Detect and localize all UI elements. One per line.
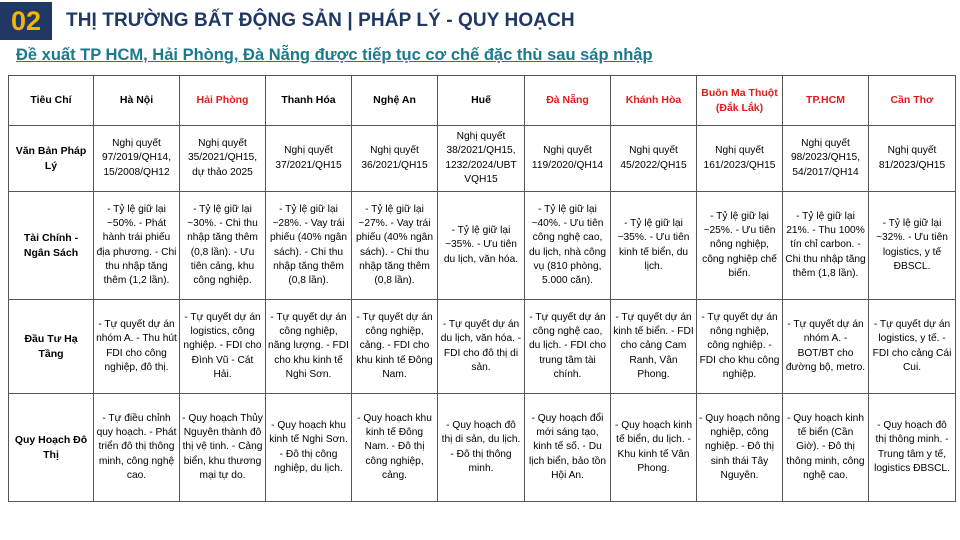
- table-cell: Nghị quyết 35/2021/QH15, dự thảo 2025: [180, 126, 266, 192]
- table-cell: Nghị quyết 161/2023/QH15: [697, 126, 783, 192]
- table-cell: - Tự quyết dự án nông nghiệp, công nghiệp. - FDI cho khu công nghiệp.: [697, 300, 783, 394]
- column-header: TP.HCM: [783, 76, 869, 126]
- table-cell: - Tự điều chỉnh quy hoạch. - Phát triển đô thị thông minh, công nghệ cao.: [94, 394, 180, 502]
- table-cell: Nghị quyết 81/2023/QH15: [869, 126, 956, 192]
- table-cell: - Tự quyết dự án công nghệ cao, du lịch. - FDI cho trung tâm tài chính.: [525, 300, 611, 394]
- table-cell: - Tự quyết dự án logistics, y tế. - FDI cho cảng Cái Cui.: [869, 300, 956, 394]
- table-cell: - Quy hoạch đô thị di sản, du lịch. - Đô thị thông minh.: [438, 394, 525, 502]
- table-cell: Nghị quyết 97/2019/QH14, 15/2008/QH12: [94, 126, 180, 192]
- column-header: Khánh Hòa: [611, 76, 697, 126]
- table-cell: - Tỷ lệ giữ lại ~30%. - Chi thu nhập tăng thêm (0,8 lần). - Ưu tiên cảng, khu công nghiệp.: [180, 192, 266, 300]
- table-cell: - Quy hoạch kinh tế biển (Cần Giờ). - Đô thị thông minh, công nghệ cao.: [783, 394, 869, 502]
- table-cell: - Quy hoạch Thủy Nguyên thành đô thị vệ tinh. - Cảng biển, khu thương mại tự do.: [180, 394, 266, 502]
- table-cell: - Quy hoạch nông nghiệp, công nghiệp. - Đô thị sinh thái Tây Nguyên.: [697, 394, 783, 502]
- table-cell: - Tỷ lệ giữ lại ~28%. - Vay trái phiếu (40% ngân sách). - Chi thu nhập tăng thêm (0,8 lần).: [266, 192, 352, 300]
- table-cell: - Tự quyết dự án nhóm A. - Thu hút FDI cho công nghiệp, đô thị.: [94, 300, 180, 394]
- table-cell: - Quy hoạch khu kinh tế Nghi Sơn. - Đô thị công nghiệp, du lịch.: [266, 394, 352, 502]
- row-label: Tài Chính - Ngân Sách: [9, 192, 94, 300]
- column-header: Thanh Hóa: [266, 76, 352, 126]
- column-header: Hải Phòng: [180, 76, 266, 126]
- row-label: Quy Hoạch Đô Thị: [9, 394, 94, 502]
- column-header: Nghệ An: [352, 76, 438, 126]
- table-cell: - Quy hoạch đô thị thông minh. - Trung tâm y tế, logistics ĐBSCL.: [869, 394, 956, 502]
- table-cell: - Tự quyết dự án công nghiệp, cảng. - FDI cho khu kinh tế Đông Nam.: [352, 300, 438, 394]
- row-label: Văn Bản Pháp Lý: [9, 126, 94, 192]
- table-cell: - Tỷ lệ giữ lại 21%. - Thu 100% tín chỉ carbon. - Chi thu nhập tăng thêm (1,8 lần).: [783, 192, 869, 300]
- table-row: [9, 394, 956, 502]
- table-cell: - Quy hoạch kinh tế biển, du lịch. - Khu kinh tế Vân Phong.: [611, 394, 697, 502]
- table-row: [9, 300, 956, 394]
- table-header-row: [9, 76, 956, 126]
- article-subtitle-link[interactable]: Đề xuất TP HCM, Hải Phòng, Đà Nẵng được tiếp tục cơ chế đặc thù sau sáp nhập: [16, 46, 653, 64]
- table-cell: Nghị quyết 98/2023/QH15, 54/2017/QH14: [783, 126, 869, 192]
- column-header: Buôn Ma Thuột (Đắk Lắk): [697, 76, 783, 126]
- comparison-table: [8, 75, 956, 502]
- table-cell: Nghị quyết 119/2020/QH14: [525, 126, 611, 192]
- table-cell: - Tỷ lệ giữ lại ~25%. - Ưu tiên nông nghiệp, công nghiệp chế biến.: [697, 192, 783, 300]
- table-cell: - Tỷ lệ giữ lại ~40%. - Ưu tiên công nghệ cao, du lịch, nhà công vụ (810 phòng, 5.000 căn).: [525, 192, 611, 300]
- table-cell: - Tỷ lệ giữ lại ~35%. - Ưu tiên du lịch, văn hóa.: [438, 192, 525, 300]
- column-header: Cần Thơ: [869, 76, 956, 126]
- table-cell: - Tự quyết dự án kinh tế biển. - FDI cho cảng Cam Ranh, Vân Phong.: [611, 300, 697, 394]
- table-cell: - Tỷ lệ giữ lại ~32%. - Ưu tiên logistics, y tế ĐBSCL.: [869, 192, 956, 300]
- column-header: Huế: [438, 76, 525, 126]
- page-title: THỊ TRƯỜNG BẤT ĐỘNG SẢN | PHÁP LÝ - QUY HOẠCH: [66, 10, 575, 31]
- page-header: [0, 0, 960, 42]
- table-cell: - Quy hoạch đổi mới sáng tạo, kinh tế số. - Du lịch biển, bảo tồn Hội An.: [525, 394, 611, 502]
- table-cell: Nghị quyết 38/2021/QH15, 1232/2024/UBT VQH15: [438, 126, 525, 192]
- section-number-badge: 02: [0, 2, 52, 40]
- table-cell: Nghị quyết 36/2021/QH15: [352, 126, 438, 192]
- row-label: Đầu Tư Hạ Tầng: [9, 300, 94, 394]
- table-row: [9, 126, 956, 192]
- table-cell: - Tự quyết dự án logistics, công nghiệp. - FDI cho Đình Vũ - Cát Hải.: [180, 300, 266, 394]
- table-cell: Nghị quyết 45/2022/QH15: [611, 126, 697, 192]
- table-cell: Nghị quyết 37/2021/QH15: [266, 126, 352, 192]
- table-cell: - Quy hoạch khu kinh tế Đông Nam. - Đô thị công nghiệp, cảng.: [352, 394, 438, 502]
- table-cell: - Tự quyết dự án công nghiệp, năng lượng. - FDI cho khu kinh tế Nghi Sơn.: [266, 300, 352, 394]
- table-cell: - Tự quyết dự án nhóm A. - BOT/BT cho đường bộ, metro.: [783, 300, 869, 394]
- table-row: [9, 192, 956, 300]
- table-cell: - Tỷ lệ giữ lại ~50%. - Phát hành trái phiếu địa phương. - Chi thu nhập tăng thêm (1,2 lần).: [94, 192, 180, 300]
- column-header: Hà Nội: [94, 76, 180, 126]
- table-cell: - Tỷ lệ giữ lại ~27%. - Vay trái phiếu (40% ngân sách). - Chi thu nhập tăng thêm (0,8 lần).: [352, 192, 438, 300]
- table-cell: - Tỷ lệ giữ lại ~35%. - Ưu tiên kinh tế biển, du lịch.: [611, 192, 697, 300]
- table-cell: - Tự quyết dự án du lịch, văn hóa. - FDI cho đô thị di sản.: [438, 300, 525, 394]
- column-header: Đà Nẵng: [525, 76, 611, 126]
- table-corner-header: Tiêu Chí: [9, 76, 94, 126]
